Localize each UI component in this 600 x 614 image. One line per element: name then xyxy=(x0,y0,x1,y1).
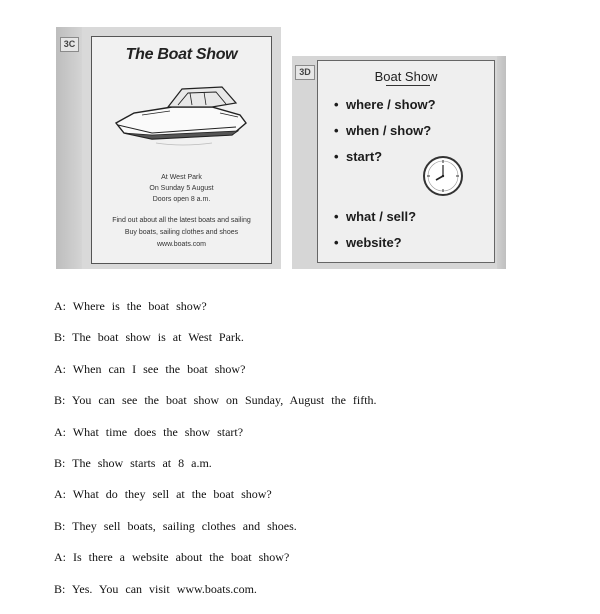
card-3d xyxy=(292,56,506,269)
dialogue-line xyxy=(54,581,574,612)
poster-website: www.boats.com xyxy=(156,241,207,248)
dialogue-line xyxy=(54,361,574,392)
speaker: B: xyxy=(54,581,66,596)
speaker: A: xyxy=(54,487,66,502)
dialogue-line xyxy=(54,298,574,329)
speaker: A: xyxy=(54,361,66,376)
prompt-card-title: Boat Show xyxy=(374,69,438,84)
poster-doors: Doors open 8 a.m. xyxy=(152,196,211,203)
utterance: When can I see the boat show? xyxy=(72,361,246,376)
dialogue-line xyxy=(54,549,574,580)
speaker: B: xyxy=(54,330,66,345)
speaker: B: xyxy=(54,393,66,408)
speaker: B: xyxy=(54,455,66,470)
utterance: They sell boats, sailing clothes and shoes. xyxy=(72,518,297,533)
utterance: Yes. You can visit www.boats.com. xyxy=(71,581,257,596)
utterance: What time does the show start? xyxy=(72,424,244,439)
speaker: A: xyxy=(54,424,66,439)
dialogue-line xyxy=(54,486,574,517)
dialogue-line xyxy=(54,424,574,455)
page-shadow xyxy=(497,56,506,269)
utterance: You can see the boat show on Sunday, August the fifth. xyxy=(71,393,377,408)
utterance: What do they sell at the boat show? xyxy=(72,487,272,502)
card-3c-label: 3C xyxy=(60,37,79,52)
utterance: The boat show is at West Park. xyxy=(72,330,244,345)
card-3c xyxy=(56,27,281,269)
poster-date: On Sunday 5 August xyxy=(149,185,214,192)
prompt-item: • start? xyxy=(334,149,383,164)
card-3d-label: 3D xyxy=(295,65,315,80)
title-underline xyxy=(386,85,430,86)
poster-promo: Find out about all the latest boats and sailing xyxy=(112,217,251,224)
dialogue-line xyxy=(54,518,574,549)
dialogue-line xyxy=(54,329,574,360)
prompt-item: • what / sell? xyxy=(334,209,417,224)
poster-location: At West Park xyxy=(161,174,202,181)
dialogue xyxy=(54,298,574,612)
utterance: The show starts at 8 a.m. xyxy=(72,455,212,470)
poster-promo: Buy boats, sailing clothes and shoes xyxy=(124,229,239,236)
boat-show-poster xyxy=(91,36,272,264)
clock-icon xyxy=(422,155,464,197)
speaker: A: xyxy=(54,299,66,313)
speaker: A: xyxy=(54,550,66,565)
poster-title: The Boat Show xyxy=(125,46,238,63)
speedboat-illustration xyxy=(112,73,252,151)
utterance: Where is the boat show? xyxy=(72,299,207,313)
page-shadow xyxy=(56,27,82,269)
dialogue-line xyxy=(54,455,574,486)
prompt-item: • website? xyxy=(334,235,402,250)
speaker: B: xyxy=(54,518,66,533)
prompt-item: • when / show? xyxy=(334,123,432,138)
dialogue-line xyxy=(54,392,574,423)
prompt-card xyxy=(317,60,495,263)
prompt-item: • where / show? xyxy=(334,97,436,112)
utterance: Is there a website about the boat show? xyxy=(73,550,290,565)
